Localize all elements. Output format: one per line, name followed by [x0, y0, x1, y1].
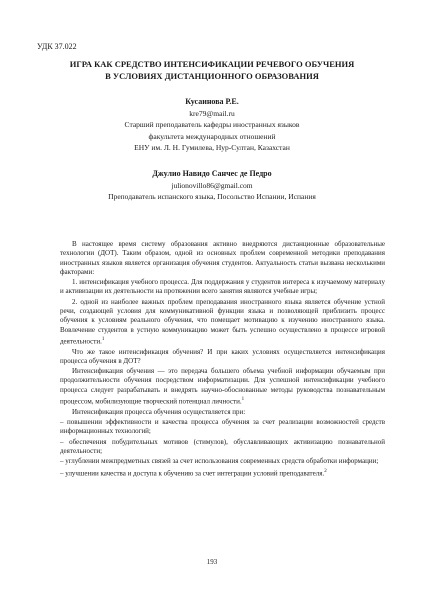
author-2-block	[40, 168, 384, 203]
body-list-item	[60, 467, 385, 479]
author-2-email: julionovillo86@gmail.com	[171, 180, 253, 190]
footnote-ref: 2	[324, 469, 327, 475]
udk-code: УДК 37.022	[37, 42, 77, 51]
title-line-2: В УСЛОВИЯХ ДИСТАНЦИОННОГО ОБРАЗОВАНИЯ	[105, 71, 319, 81]
body-paragraph	[60, 367, 385, 407]
article-body	[60, 240, 385, 480]
body-list-item: – повышении эффективности и качества процесса обучения за счет реализации возможностей средств информационных технологий;	[60, 418, 385, 436]
author-1-faculty: факультета международных отношений	[148, 131, 276, 141]
body-list-item: – обеспечения побудительных мотивов (стимулов), обуславливающих активизацию познавательной деятельности;	[60, 437, 385, 455]
author-1-block	[40, 96, 384, 154]
footnote-ref: 1	[241, 397, 245, 403]
author-1-position: Старший преподаватель кафедры иностранных языков	[124, 120, 300, 129]
title-line-1: ИГРА КАК СРЕДСТВО ИНТЕНСИФИКАЦИИ РЕЧЕВОГО ОБУЧЕНИЯ	[69, 59, 355, 69]
body-paragraph: 1. интенсификация учебного процесса. Для поддержания у студентов интереса к изучаемому материалу и активизации их деятельности на протяжении всего занятия являются учебные игры;	[60, 278, 385, 296]
author-2-name: Джулио Навидо Санчес де Педро	[152, 169, 272, 178]
author-1-email: kre79@mail.ru	[189, 108, 235, 118]
page-number: 193	[206, 558, 218, 566]
paragraph-text: – улучшении качества и доступа к обучению за счет интеграции условий преподавателя.	[60, 469, 325, 478]
article-title	[40, 58, 384, 82]
body-paragraph	[60, 298, 385, 347]
body-list-item: – углублении межпредметных связей за счет использования современных средств обработки информации;	[60, 457, 379, 466]
body-paragraph: В настоящее время систему образования активно внедряются дистанционные образовательные технологии (ДОТ). Таким образом, одной из основных проблем современной методики преподавания иностранных языков является организация обучения студентов. Актуальность статьи вызвана несколькими факторами:	[60, 240, 385, 276]
paragraph-text: Интенсификация обучения — это передача большего объема учебной информации обучаемым при продолжительности обучения посредством информатизации. Для успешной интенсификации учебного процесса следует разрабатывать и внедрять научно-обоснованные методы руководства познавательным процессом, мобилизующие творческий потенциал личности.	[60, 367, 385, 406]
author-2-position: Преподаватель испанского языка, Посольство Испании, Испания	[108, 192, 316, 201]
body-paragraph: Что же такое интенсификация обучения? И при каких условиях осуществляется интенсификация процесса обучения в ДОТ?	[60, 347, 385, 365]
body-paragraph: Интенсификация процесса обучения осуществляется при:	[72, 407, 246, 416]
author-1-name: Кусаинова Р.Е.	[185, 97, 239, 106]
footnote-ref: 1	[101, 336, 105, 342]
paragraph-text: 2. одной из наиболее важных проблем преподавания иностранного языка является обучение устной речи, создающей условия для коммуникативной функции языка и позволяющей приблизить процесс обучения к условиям реального обучения, что помещает мотивацию к изучению иностранного языка. Вовлечение студентов в устную коммуникацию может быть успешно осуществлено в процессе игровой деятельности.	[60, 297, 385, 346]
author-1-university: ЕНУ им. Л. Н. Гумилева, Нур-Султан, Казахстан	[134, 143, 290, 152]
